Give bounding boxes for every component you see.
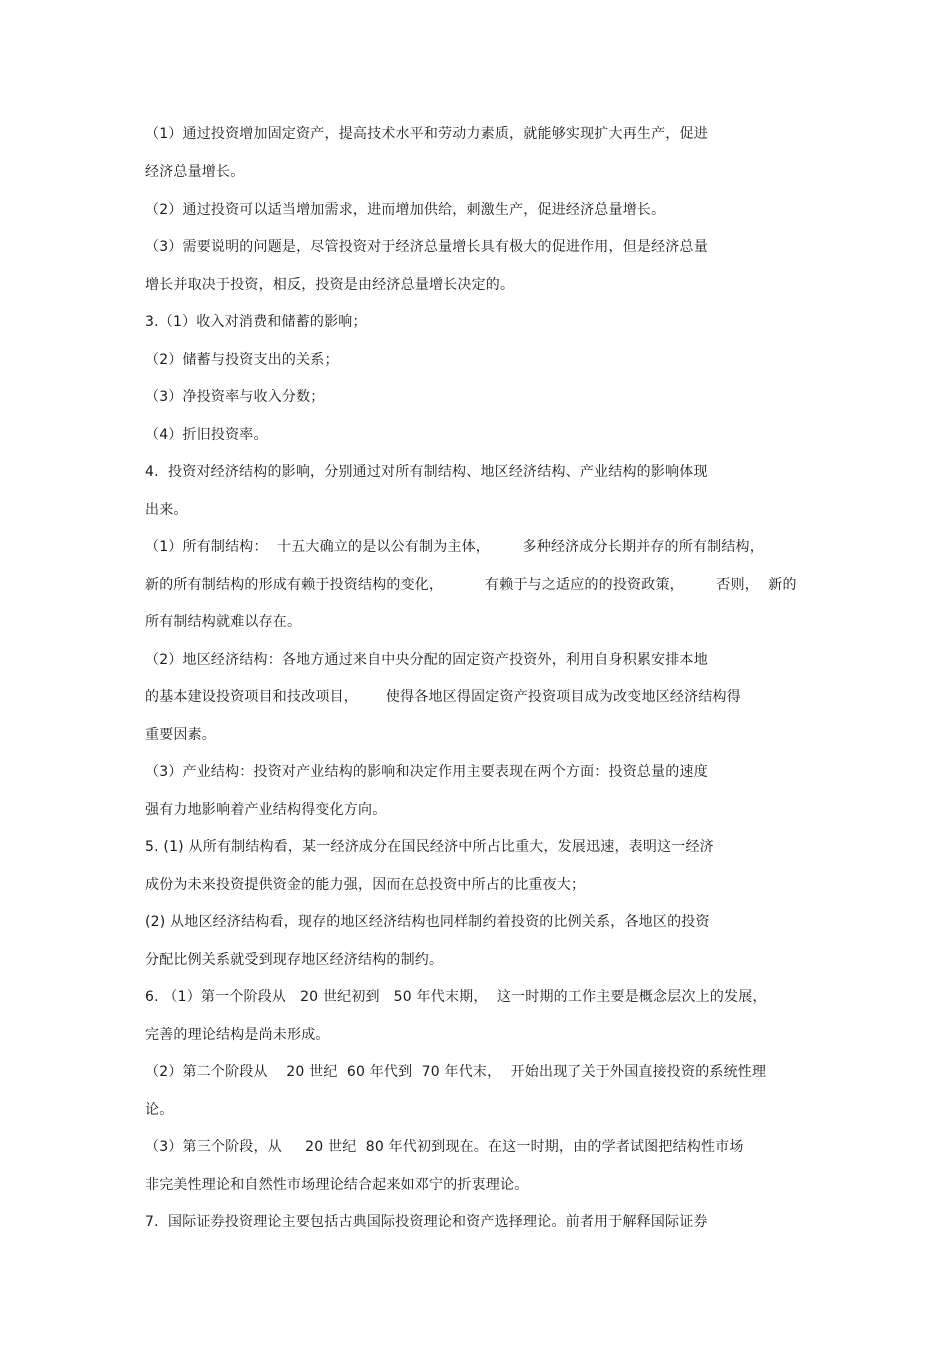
text-line: (2) 从地区经济结构看，现存的地区经济结构也同样制约着投资的比例关系，各地区的投资 xyxy=(145,914,710,930)
text-line: 非完美性理论和自然性市场理论结合起来如邓宁的折衷理论。 xyxy=(145,1177,529,1193)
text-line: （2）储蓄与投资支出的关系； xyxy=(145,352,339,368)
text-line: 强有力地影响着产业结构得变化方向。 xyxy=(145,802,387,818)
text-line: 3.（1）收入对消费和储蓄的影响； xyxy=(145,314,367,330)
text-line: 重要因素。 xyxy=(145,727,216,743)
text-line: （2）通过投资可以适当增加需求，进而增加供给，刺激生产，促进经济总量增长。 xyxy=(145,202,666,218)
text-line: （2）第二个阶段从 20 世纪 60 年代到 70 年代末， 开始出现了关于外国直接投资的系统性理 xyxy=(145,1064,767,1080)
text-line: （3）净投资率与收入分数； xyxy=(145,389,325,405)
text-line: 完善的理论结构是尚未形成。 xyxy=(145,1027,330,1043)
text-line: 论。 xyxy=(145,1102,174,1118)
text-line: （3）产业结构：投资对产业结构的影响和决定作用主要表现在两个方面：投资总量的速度 xyxy=(145,764,708,780)
text-line: （2）地区经济结构：各地方通过来自中央分配的固定资产投资外，利用自身积累安排本地 xyxy=(145,652,708,668)
text-line: 4. 投资对经济结构的影响，分别通过对所有制结构、地区经济结构、产业结构的影响体现 xyxy=(145,464,708,480)
text-line: 所有制结构就难以存在。 xyxy=(145,614,302,630)
text-line: 新的所有制结构的形成有赖于投资结构的变化， 有赖于与之适应的的投资政策， 否则， 新的 xyxy=(145,577,797,593)
text-line: （3）第三个阶段，从 20 世纪 80 年代初到现在。在这一时期，由的学者试图把结构性市场 xyxy=(145,1139,744,1155)
text-line: 的基本建设投资项目和技改项目， 使得各地区得固定资产投资项目成为改变地区经济结构得 xyxy=(145,689,741,705)
text-line: 成份为未来投资提供资金的能力强，因而在总投资中所占的比重夜大； xyxy=(145,877,586,893)
text-line: 增长并取决于投资，相反，投资是由经济总量增长决定的。 xyxy=(145,277,515,293)
text-line: 经济总量增长。 xyxy=(145,164,245,180)
text-line: 7. 国际证券投资理论主要包括古典国际投资理论和资产选择理论。前者用于解释国际证券 xyxy=(145,1214,708,1230)
text-line: （1）所有制结构： 十五大确立的是以公有制为主体， 多种经济成分长期并存的所有制结构， xyxy=(145,539,764,555)
text-line: （4）折旧投资率。 xyxy=(145,427,268,443)
text-line: 5. (1) 从所有制结构看，某一经济成分在国民经济中所占比重大，发展迅速，表明这一经济 xyxy=(145,839,714,855)
text-line: （3）需要说明的问题是，尽管投资对于经济总量增长具有极大的促进作用，但是经济总量 xyxy=(145,239,708,255)
text-line: （1）通过投资增加固定资产，提高技术水平和劳动力素质，就能够实现扩大再生产，促进 xyxy=(145,126,708,142)
text-line: 出来。 xyxy=(145,502,188,518)
text-line: 分配比例关系就受到现存地区经济结构的制约。 xyxy=(145,952,444,968)
text-line: 6. （1）第一个阶段从 20 世纪初到 50 年代末期， 这一时期的工作主要是概念层次上的发展， xyxy=(145,989,767,1005)
